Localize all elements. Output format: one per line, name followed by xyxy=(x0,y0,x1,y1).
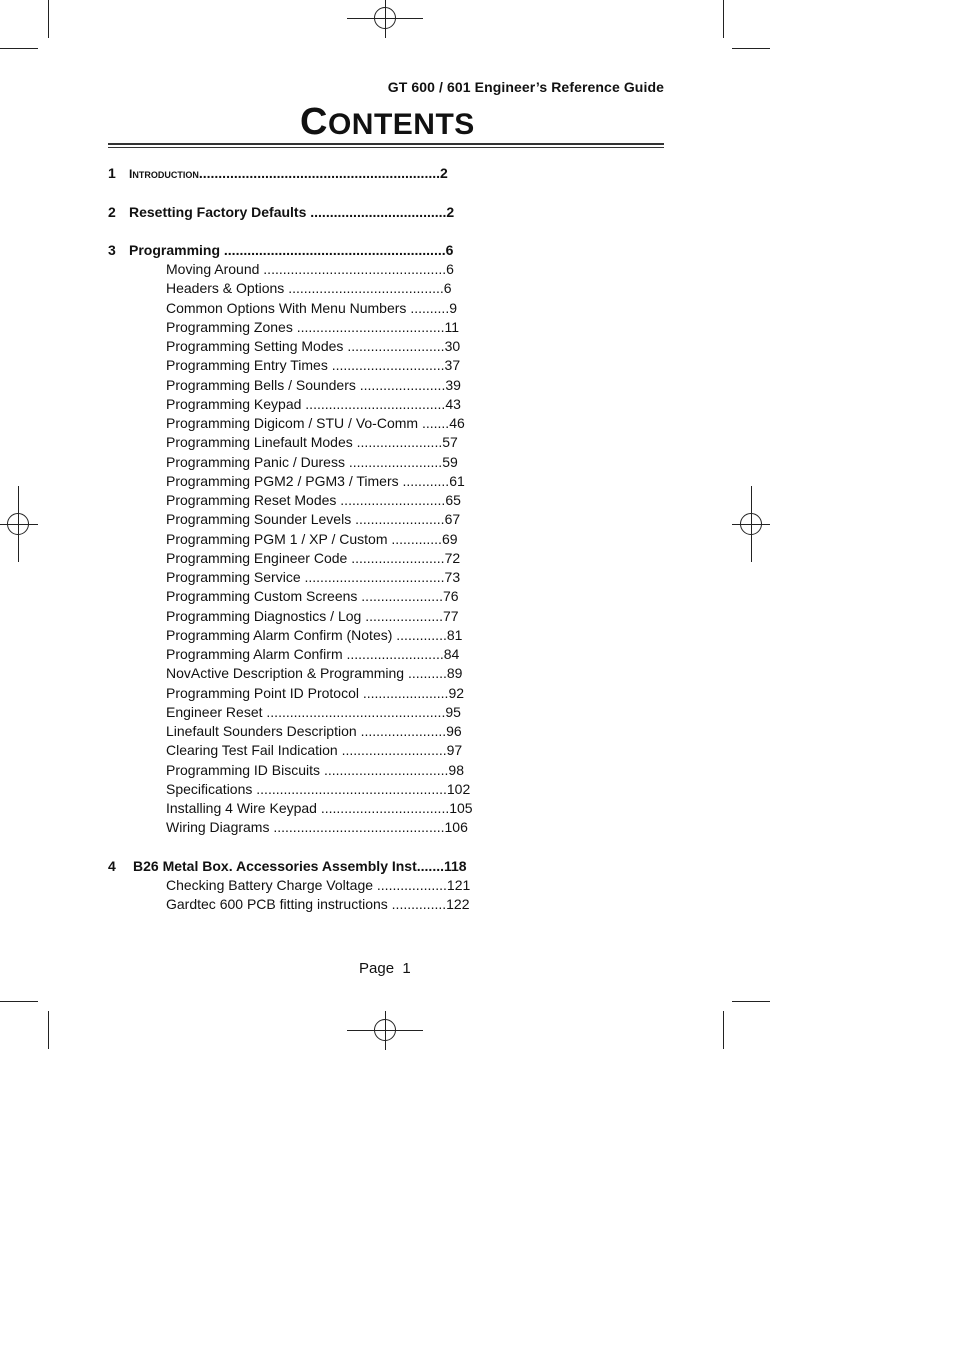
toc-section-2[interactable] xyxy=(108,203,464,222)
page-number: 67 xyxy=(444,511,461,528)
dot-leader: ...................... xyxy=(362,684,449,701)
subsection-title: Programming Bells / Sounders xyxy=(166,376,356,393)
page-title-initial: C xyxy=(300,101,328,143)
toc-subsection-item[interactable] xyxy=(166,818,468,837)
page-number: 2 xyxy=(440,165,448,181)
toc-subsection-item[interactable] xyxy=(166,722,462,741)
toc-subsection-item[interactable] xyxy=(166,356,460,375)
subsection-title: Programming Reset Modes xyxy=(166,492,337,508)
toc-subsection-item[interactable] xyxy=(166,568,460,587)
subsection-title: Programming Alarm Confirm xyxy=(166,646,343,662)
page-number: 69 xyxy=(441,530,458,547)
crop-mark xyxy=(48,0,49,38)
section-title: B26 Metal Box. Accessories Assembly Inst xyxy=(133,858,417,874)
crop-mark xyxy=(723,1011,724,1049)
page-number: 102 xyxy=(446,780,471,797)
page-number: 96 xyxy=(446,723,462,739)
toc-section-1[interactable] xyxy=(108,164,464,183)
subsection-title: Programming Point ID Protocol xyxy=(166,684,359,701)
dot-leader: ............. xyxy=(391,530,442,547)
toc-subsection-item[interactable] xyxy=(166,530,458,549)
dot-leader: .......... xyxy=(407,665,447,682)
dot-leader: ........................... xyxy=(340,492,446,508)
dot-leader: ......................................................... xyxy=(223,242,446,258)
page-number: 2 xyxy=(446,204,455,220)
dot-leader: ......................... xyxy=(346,646,444,662)
subsection-title: Programming Alarm Confirm (Notes) xyxy=(166,626,393,643)
subsection-title: Gardtec 600 PCB fitting instructions xyxy=(166,896,388,913)
section-title-initial: I xyxy=(129,167,133,181)
dot-leader: ................................... xyxy=(310,204,447,220)
crop-mark xyxy=(48,1011,49,1049)
section-title: Programming xyxy=(129,242,221,258)
toc-subsection-item[interactable] xyxy=(166,703,461,722)
dot-leader: .................................... xyxy=(304,569,445,585)
page-number: 6 xyxy=(446,261,454,277)
page-number: 59 xyxy=(442,453,458,470)
subsection-title: Programming Setting Modes xyxy=(166,338,344,354)
guide-title: GT 600 / 601 Engineer’s Reference Guide xyxy=(387,79,664,95)
page-number: 9 xyxy=(449,299,458,316)
crop-mark xyxy=(0,1001,38,1002)
page-number: 77 xyxy=(443,607,459,624)
toc-subsection-item[interactable] xyxy=(166,433,458,452)
page-number: 37 xyxy=(444,357,461,374)
section-number: 2 xyxy=(108,204,116,220)
subsection-title: Clearing Test Fail Indication xyxy=(166,742,338,759)
dot-leader: ............................................ xyxy=(273,819,445,836)
heading-rule xyxy=(108,143,664,145)
dot-leader: ................................ xyxy=(323,761,449,778)
dot-leader: ............................. xyxy=(331,357,445,374)
page-number: 98 xyxy=(448,761,464,778)
dot-leader: ....................... xyxy=(355,511,445,528)
toc-subsection-item[interactable] xyxy=(166,876,470,895)
page-number: 39 xyxy=(445,376,461,393)
toc-subsection-item[interactable] xyxy=(166,510,460,529)
subsection-title: Moving Around xyxy=(166,261,260,277)
toc-subsection-item[interactable] xyxy=(166,587,459,606)
page-number: 73 xyxy=(444,569,461,585)
dot-leader: .............................................................. xyxy=(198,165,441,181)
dot-leader: ...................... xyxy=(360,723,447,739)
dot-leader: ............ xyxy=(402,472,450,489)
page-number: 30 xyxy=(444,338,461,354)
subsection-title: Programming Panic / Duress xyxy=(166,453,345,470)
subsection-title: Programming Zones xyxy=(166,318,293,335)
toc-subsection-item[interactable] xyxy=(166,895,470,914)
page-number: 105 xyxy=(449,800,473,816)
subsection-title: Specifications xyxy=(166,780,253,797)
toc-subsection-item[interactable] xyxy=(166,472,465,491)
subsection-title: Programming Linefault Modes xyxy=(166,434,353,451)
section-number: 1 xyxy=(108,165,116,181)
toc-subsection-item[interactable] xyxy=(166,414,465,433)
subsection-title: Programming PGM2 / PGM3 / Timers xyxy=(166,472,399,489)
subsection-title: Linefault Sounders Description xyxy=(166,723,357,739)
subsection-title: Programming Engineer Code xyxy=(166,549,348,566)
toc-subsection-item[interactable] xyxy=(166,395,461,414)
toc-subsection-item[interactable] xyxy=(166,684,464,703)
toc-subsection-item[interactable] xyxy=(166,376,461,395)
page-number: 65 xyxy=(445,492,461,508)
page-number: 95 xyxy=(445,703,461,720)
dot-leader: .................................... xyxy=(305,395,446,412)
dot-leader: .............. xyxy=(391,896,447,913)
subsection-title: Engineer Reset xyxy=(166,703,263,720)
dot-leader: ........................................ xyxy=(288,280,444,297)
toc-subsection-item[interactable] xyxy=(166,664,462,683)
page-number: 118 xyxy=(444,858,467,874)
dot-leader: ................................. xyxy=(320,800,450,816)
toc-subsection-item[interactable] xyxy=(166,260,454,279)
subsection-title: Programming Service xyxy=(166,569,301,585)
dot-leader: ....... xyxy=(421,415,450,431)
page-number: 106 xyxy=(444,819,468,836)
toc-subsection-item[interactable] xyxy=(166,761,464,780)
subsection-title: Programming Digicom / STU / Vo-Comm xyxy=(166,415,419,431)
page-title-rest: ONTENTS xyxy=(327,108,475,141)
toc-subsection-item[interactable] xyxy=(166,549,460,568)
toc-subsection-item[interactable] xyxy=(166,799,473,818)
toc-subsection-item[interactable] xyxy=(166,645,459,664)
page-number: 72 xyxy=(444,549,461,566)
toc-section-3[interactable] xyxy=(108,241,464,260)
toc-subsection-item[interactable] xyxy=(166,453,458,472)
toc-subsection-item[interactable] xyxy=(166,626,462,645)
crop-mark xyxy=(732,1001,770,1002)
dot-leader: ..................... xyxy=(361,588,443,605)
section-title-rest: NTRODUCTION xyxy=(132,170,199,180)
dot-leader: ........................... xyxy=(341,742,447,759)
dot-leader: ......................... xyxy=(347,338,445,354)
subsection-title: Programming PGM 1 / XP / Custom xyxy=(166,530,388,547)
page-number-footer: Page 1 xyxy=(359,960,411,977)
dot-leader: .................. xyxy=(376,877,447,893)
page-number: 97 xyxy=(446,742,463,759)
dot-leader: ...................... xyxy=(356,434,443,451)
section-number: 4 xyxy=(108,858,116,874)
page-number: 81 xyxy=(446,626,463,643)
toc-subsection-item[interactable] xyxy=(166,607,459,626)
page-number: 6 xyxy=(443,280,452,297)
subsection-title: Wiring Diagrams xyxy=(166,819,270,836)
section-number: 3 xyxy=(108,242,116,258)
page-number: 61 xyxy=(449,472,465,489)
page-number: 89 xyxy=(446,665,463,682)
subsection-title: Headers & Options xyxy=(166,280,285,297)
subsection-title: Programming Keypad xyxy=(166,395,302,412)
toc-subsection-item[interactable] xyxy=(166,780,470,799)
dot-leader: .......... xyxy=(410,299,450,316)
dot-leader: ................................................. xyxy=(256,780,447,797)
subsection-title: Programming Sounder Levels xyxy=(166,511,352,528)
dot-leader: .............................................. xyxy=(266,703,446,720)
dot-leader: .................... xyxy=(365,607,443,624)
subsection-title: NovActive Description & Programming xyxy=(166,665,405,682)
page-number: 121 xyxy=(446,877,471,893)
subsection-title: Programming Custom Screens xyxy=(166,588,358,605)
subsection-title: Installing 4 Wire Keypad xyxy=(166,800,317,816)
toc-subsection-item[interactable] xyxy=(166,299,457,318)
toc-subsection-item[interactable] xyxy=(166,279,452,298)
page-number: 57 xyxy=(442,434,458,451)
subsection-title: Programming Diagnostics / Log xyxy=(166,607,362,624)
toc-subsection-item[interactable] xyxy=(166,741,462,760)
page-number: 46 xyxy=(449,415,465,431)
heading-rule xyxy=(108,147,664,148)
subsection-title: Programming ID Biscuits xyxy=(166,761,321,778)
crop-mark xyxy=(732,48,770,49)
page-number: 43 xyxy=(445,395,461,412)
dot-leader: ...................................... xyxy=(296,318,445,335)
dot-leader: ............................................... xyxy=(263,261,447,277)
crop-mark xyxy=(723,0,724,38)
page-number: 76 xyxy=(442,588,459,605)
page-number: 6 xyxy=(445,242,454,258)
toc-subsection-item[interactable] xyxy=(166,491,461,510)
page-title xyxy=(300,100,475,147)
dot-leader: ....... xyxy=(416,858,444,874)
dot-leader: ........................ xyxy=(351,549,445,566)
subsection-title: Checking Battery Charge Voltage xyxy=(166,877,374,893)
toc-section-4[interactable] xyxy=(108,857,480,876)
page-number: 11 xyxy=(444,318,460,335)
dot-leader: ........................ xyxy=(348,453,443,470)
page-number: 92 xyxy=(448,684,465,701)
page-number: 122 xyxy=(446,896,470,913)
toc-subsection-item[interactable] xyxy=(166,337,460,356)
subsection-title: Common Options With Menu Numbers xyxy=(166,299,407,316)
page-number: 84 xyxy=(443,646,460,662)
dot-leader: ............. xyxy=(396,626,447,643)
subsection-title: Programming Entry Times xyxy=(166,357,328,374)
dot-leader: ...................... xyxy=(359,376,446,393)
crop-mark xyxy=(0,48,38,49)
toc-subsection-item[interactable] xyxy=(166,318,459,337)
section-title: Resetting Factory Defaults xyxy=(129,204,307,220)
